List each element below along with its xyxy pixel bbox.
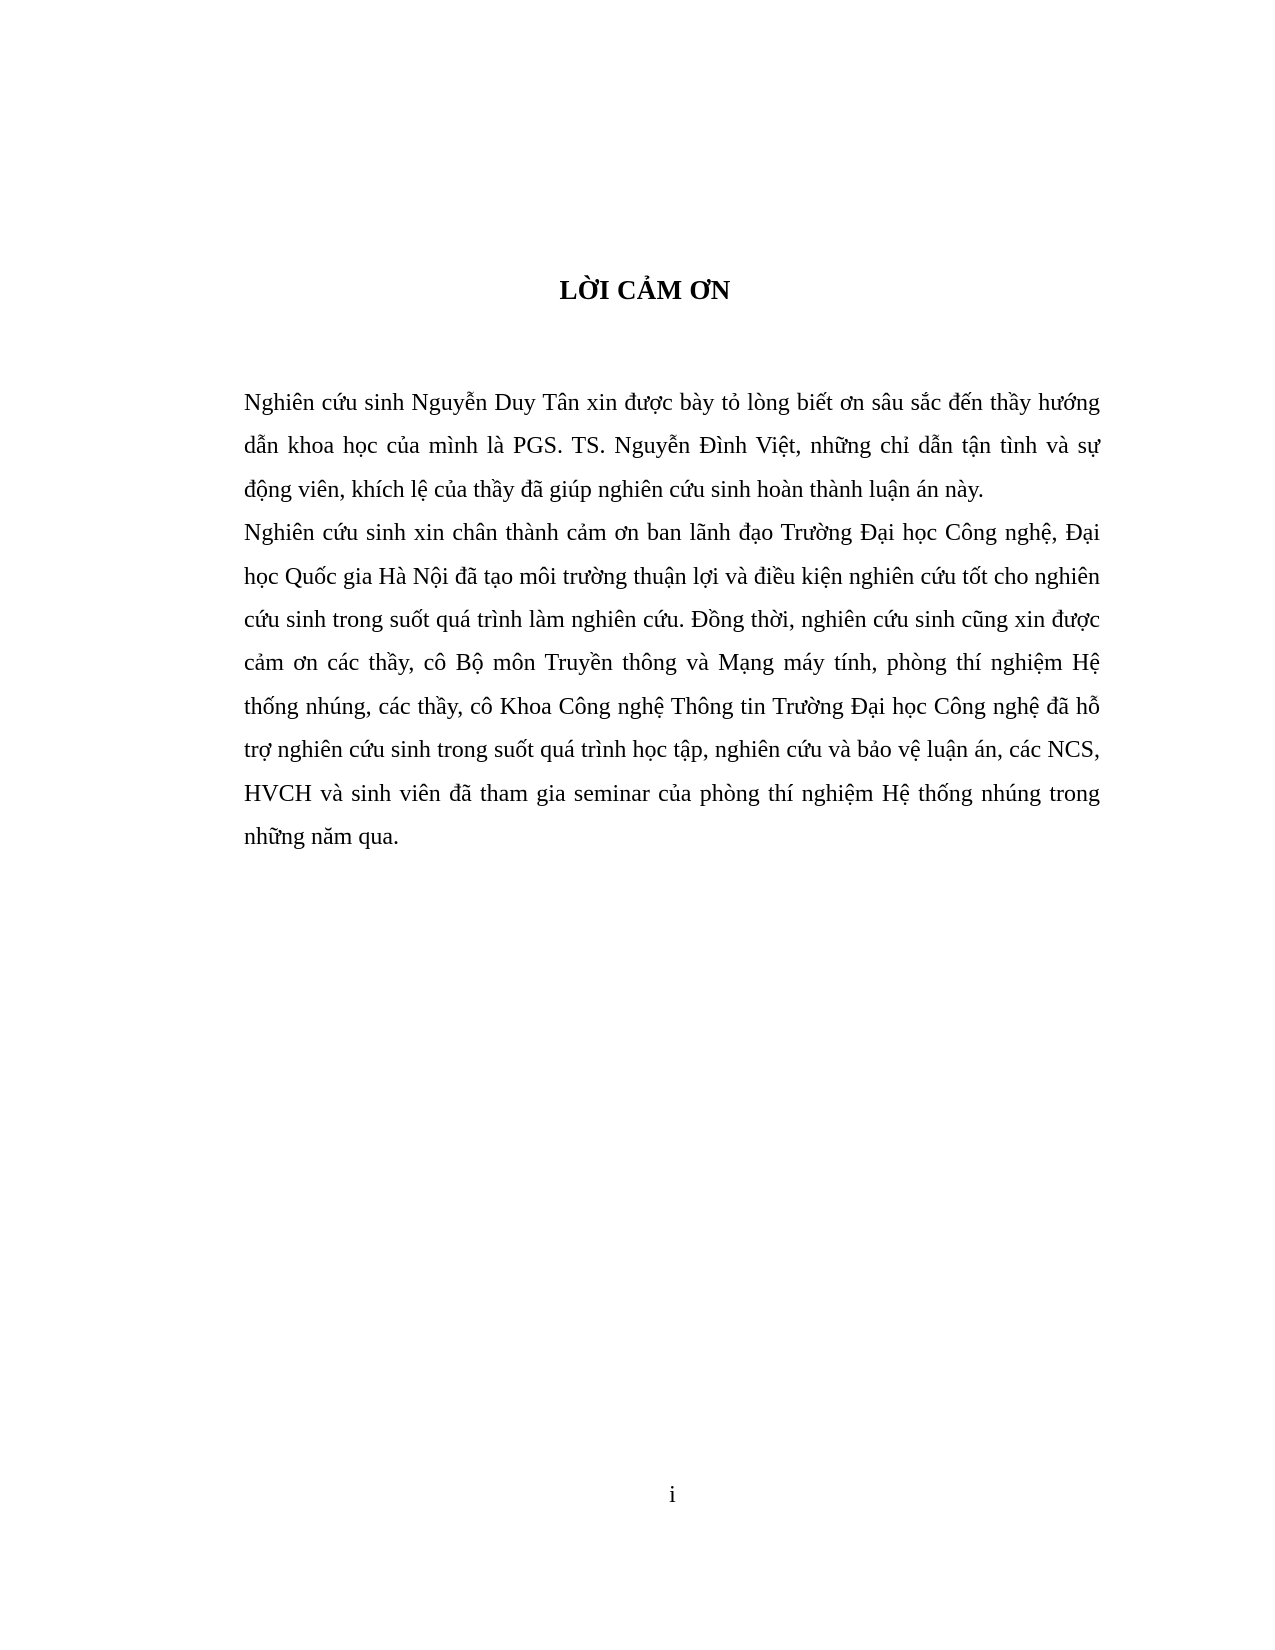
page-title: LỜI CẢM ƠN (559, 275, 731, 306)
paragraph-institution-thanks: Nghiên cứu sinh xin chân thành cảm ơn ban lãnh đạo Trường Đại học Công nghệ, Đại học Quốc gia Hà Nội đã tạo môi trường thuận lợi và điều kiện nghiên cứu tốt cho nghiên cứu sinh trong suốt quá trình làm nghiên cứu. Đồng thời, nghiên cứu sinh cũng xin được cảm ơn các thầy, cô Bộ môn Truyền thông và Mạng máy tính, phòng thí nghiệm Hệ thống nhúng, các thầy, cô Khoa Công nghệ Thông tin Trường Đại học Công nghệ đã hỗ trợ nghiên cứu sinh trong suốt quá trình học tập, nghiên cứu và bảo vệ luận án, các NCS, HVCH và sinh viên đã tham gia seminar của phòng thí nghiệm Hệ thống nhúng trong những năm qua. (244, 520, 1100, 851)
paragraph-advisor-thanks: Nghiên cứu sinh Nguyễn Duy Tân xin được bày tỏ lòng biết ơn sâu sắc đến thầy hướng dẫn khoa học của mình là PGS. TS. Nguyễn Đình Việt, những chỉ dẫn tận tình và sự động viên, khích lệ của thầy đã giúp nghiên cứu sinh hoàn thành luận án này. (244, 390, 1100, 503)
acknowledgement-body (244, 382, 1100, 859)
page-number: i (669, 1482, 676, 1508)
